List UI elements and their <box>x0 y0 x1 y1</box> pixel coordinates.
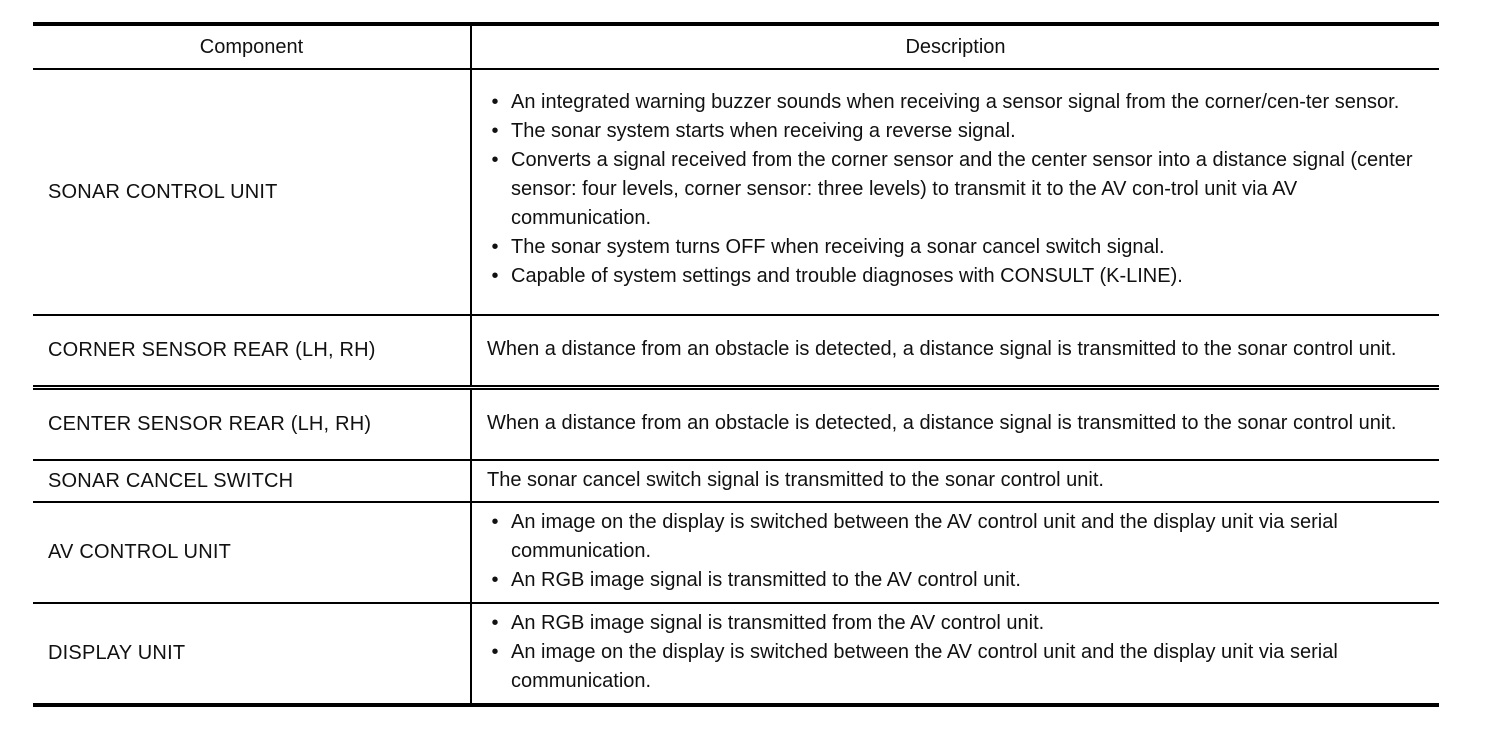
list-item <box>487 609 1431 638</box>
bullet-icon: • <box>491 90 499 113</box>
bullet-text: Capable of system settings and trouble diagnoses with CONSULT (K-LINE). <box>511 264 1183 287</box>
table-row <box>33 502 1439 603</box>
table-row <box>33 69 1439 315</box>
component-table-container <box>33 22 1439 707</box>
header-description: Description <box>471 24 1439 69</box>
description-bullet-list <box>487 88 1431 291</box>
bullet-text: An RGB image signal is transmitted from the AV control unit. <box>511 612 1045 634</box>
header-component: Component <box>33 24 471 69</box>
row-component: CORNER SENSOR REAR (LH, RH) <box>33 315 471 387</box>
row-component: DISPLAY UNIT <box>33 603 471 705</box>
list-item <box>487 638 1431 696</box>
bullet-icon: • <box>491 511 499 533</box>
row-description <box>471 387 1439 460</box>
table-row <box>33 387 1439 460</box>
table-row <box>33 315 1439 387</box>
bullet-text: The sonar system starts when receiving a reverse signal. <box>511 119 1016 142</box>
row-component: SONAR CANCEL SWITCH <box>33 460 471 502</box>
row-component: AV CONTROL UNIT <box>33 502 471 603</box>
list-item <box>487 508 1431 566</box>
bullet-text: An RGB image signal is transmitted to the AV control unit. <box>511 569 1021 591</box>
bullet-text: The sonar system turns OFF when receiving a sonar cancel switch signal. <box>511 235 1165 258</box>
bullet-icon: • <box>491 641 499 663</box>
row-description <box>471 502 1439 603</box>
component-description-table <box>33 22 1439 707</box>
bullet-icon: • <box>491 569 499 591</box>
description-bullet-list <box>487 508 1431 595</box>
row-component: CENTER SENSOR REAR (LH, RH) <box>33 387 471 460</box>
bullet-text: An integrated warning buzzer sounds when receiving a sensor signal from the corner/cen-ter sensor. <box>511 90 1400 113</box>
list-item <box>487 262 1431 291</box>
list-item <box>487 117 1431 146</box>
description-text: When a distance from an obstacle is detected, a distance signal is transmitted to the sonar control unit. <box>487 337 1397 360</box>
bullet-icon: • <box>491 612 499 634</box>
bullet-icon: • <box>491 264 499 287</box>
list-item <box>487 233 1431 262</box>
bullet-icon: • <box>491 119 499 142</box>
row-description <box>471 315 1439 387</box>
row-component: SONAR CONTROL UNIT <box>33 69 471 315</box>
list-item <box>487 146 1431 233</box>
bullet-text: An image on the display is switched between the AV control unit and the display unit via serial communication. <box>511 641 1338 692</box>
bullet-text: Converts a signal received from the corner sensor and the center sensor into a distance signal (center sensor: four levels, corner sensor: three levels) to transmit it to the AV con-trol unit via AV communication. <box>511 148 1413 229</box>
bullet-icon: • <box>491 148 499 171</box>
description-text: When a distance from an obstacle is detected, a distance signal is transmitted to the sonar control unit. <box>487 411 1397 434</box>
list-item <box>487 566 1431 595</box>
row-description <box>471 460 1439 502</box>
table-row <box>33 460 1439 502</box>
list-item <box>487 88 1431 117</box>
table-row <box>33 603 1439 705</box>
description-text: The sonar cancel switch signal is transmitted to the sonar control unit. <box>487 468 1104 491</box>
bullet-icon: • <box>491 235 499 258</box>
row-description <box>471 69 1439 315</box>
row-description <box>471 603 1439 705</box>
description-bullet-list <box>487 609 1431 696</box>
table-header-row <box>33 24 1439 69</box>
bullet-text: An image on the display is switched between the AV control unit and the display unit via serial communication. <box>511 511 1338 562</box>
